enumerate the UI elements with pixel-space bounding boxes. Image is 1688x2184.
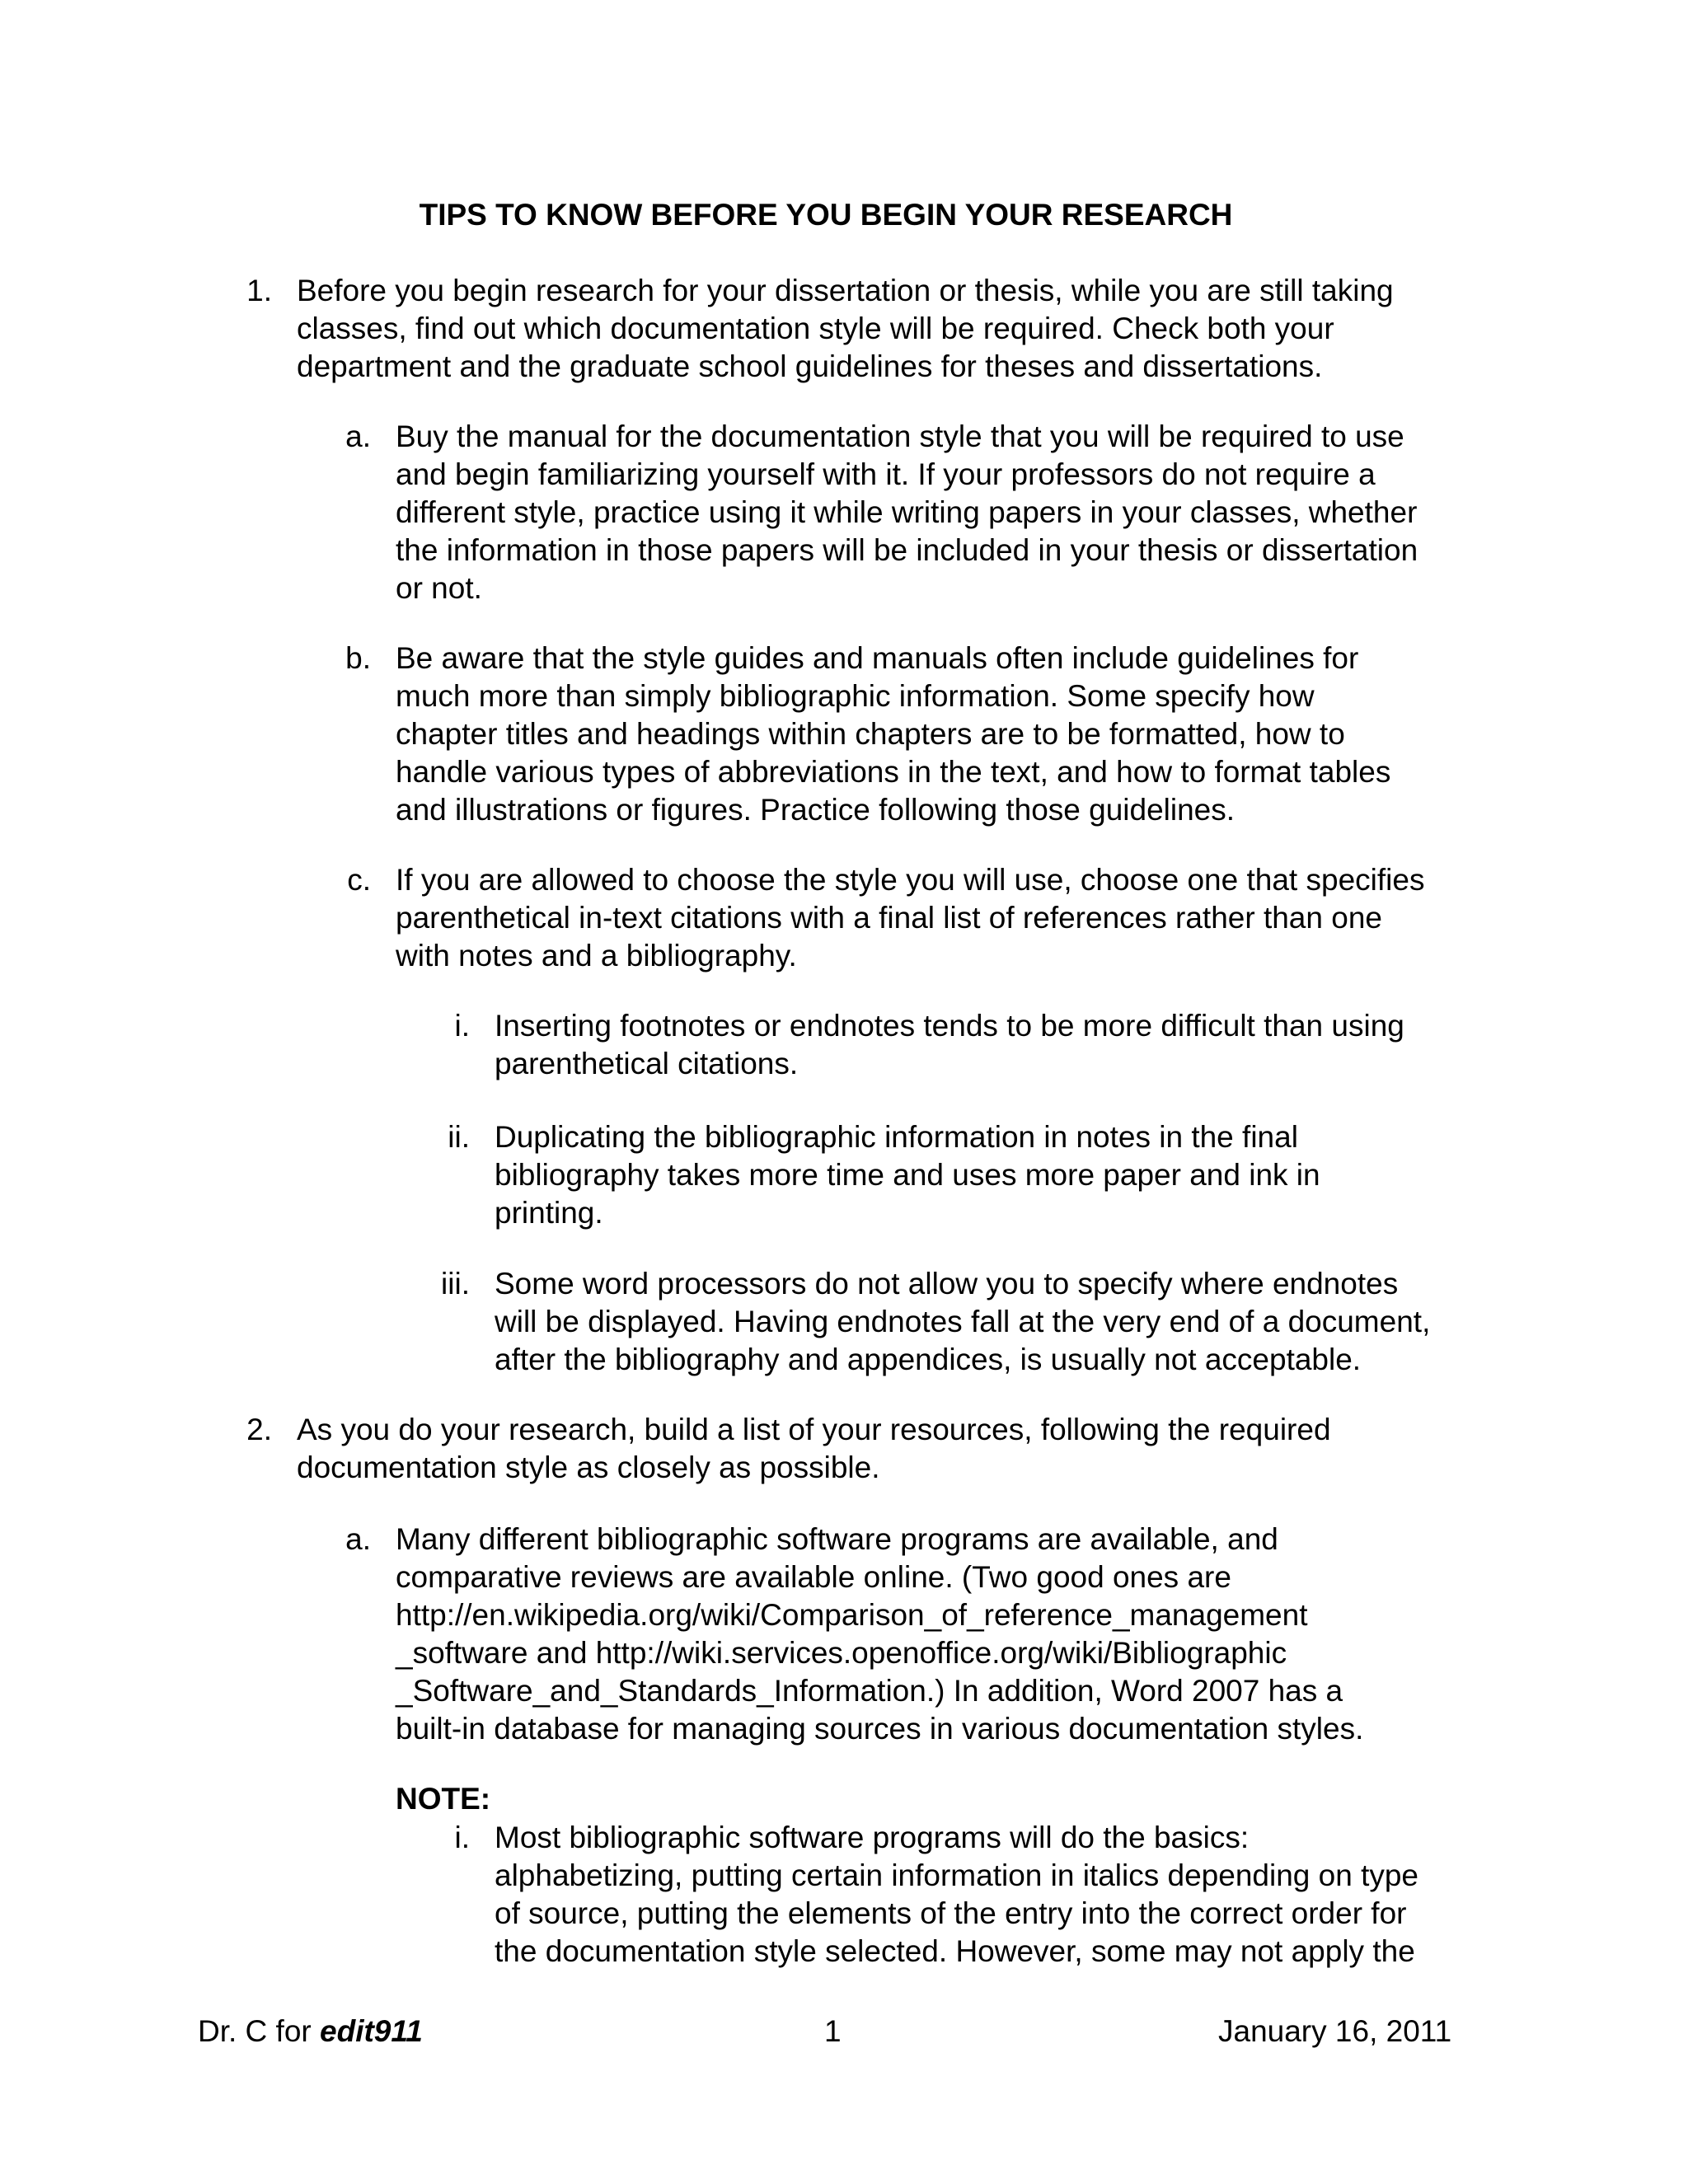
- list-marker: a.: [345, 419, 371, 453]
- text-line: chapter titles and headings within chapters are to be formatted, how to: [396, 717, 1345, 751]
- list-marker: iii.: [441, 1267, 470, 1301]
- text-line: will be displayed. Having endnotes fall at the very end of a document,: [495, 1305, 1431, 1338]
- text-line: Many different bibliographic software programs are available, and: [396, 1522, 1278, 1556]
- text-line: Most bibliographic software programs will do the basics:: [495, 1821, 1250, 1854]
- list-marker: b.: [345, 641, 371, 675]
- text-line: alphabetizing, putting certain information in italics depending on type: [495, 1858, 1419, 1892]
- text-line: Be aware that the style guides and manuals often include guidelines for: [396, 641, 1359, 675]
- text-line: much more than simply bibliographic information. Some specify how: [396, 679, 1315, 713]
- footer-author: [198, 2011, 423, 2052]
- item-text: [396, 640, 1492, 829]
- text-line: and illustrations or figures. Practice following those guidelines.: [396, 793, 1236, 827]
- page-title: TIPS TO KNOW BEFORE YOU BEGIN YOUR RESEARCH: [419, 198, 1233, 232]
- list-marker: 2.: [246, 1413, 272, 1446]
- text-line: the information in those papers will be included in your thesis or dissertation: [396, 533, 1418, 567]
- text-line: handle various types of abbreviations in the text, and how to format tables: [396, 755, 1391, 789]
- text-line: If you are allowed to choose the style you will use, choose one that specifies: [396, 863, 1425, 897]
- text-line: with notes and a bibliography.: [396, 939, 797, 972]
- item-text: [396, 861, 1492, 975]
- list-marker: ii.: [448, 1120, 470, 1154]
- text-line: printing.: [495, 1196, 603, 1230]
- text-line: bibliography takes more time and uses more paper and ink in: [495, 1158, 1320, 1192]
- text-line: http://en.wikipedia.org/wiki/Comparison_of_reference_management: [396, 1598, 1308, 1632]
- page-number: 1: [824, 2014, 842, 2048]
- text-line: after the bibliography and appendices, is usually not acceptable.: [495, 1343, 1362, 1376]
- text-line: _Software_and_Standards_Information.) In addition, Word 2007 has a: [396, 1674, 1343, 1708]
- item-text: [495, 1265, 1508, 1379]
- footer-author-site: edit911: [320, 2014, 423, 2048]
- item-text: [297, 272, 1492, 386]
- text-line: or not.: [396, 571, 482, 605]
- list-marker: c.: [347, 863, 371, 897]
- text-line: Some word processors do not allow you to specify where endnotes: [495, 1267, 1399, 1301]
- text-line: Duplicating the bibliographic information in notes in the final: [495, 1120, 1298, 1154]
- item-text: [495, 1819, 1508, 1971]
- text-line: and begin familiarizing yourself with it. If your professors do not require a: [396, 457, 1376, 491]
- text-line: different style, practice using it while writing papers in your classes, whether: [396, 495, 1418, 529]
- list-marker: a.: [345, 1522, 371, 1556]
- list-marker: i.: [454, 1821, 470, 1854]
- text-line: comparative reviews are available online. (Two good ones are: [396, 1560, 1231, 1594]
- text-line: Inserting footnotes or endnotes tends to be more difficult than using: [495, 1009, 1404, 1043]
- text-line: _software and http://wiki.services.openoffice.org/wiki/Bibliographic: [396, 1636, 1287, 1670]
- text-line: parenthetical citations.: [495, 1047, 799, 1080]
- item-text: [495, 1118, 1484, 1232]
- text-line: documentation style as closely as possible.: [297, 1451, 880, 1484]
- item-text: [396, 1521, 1492, 1748]
- text-line: department and the graduate school guidelines for theses and dissertations.: [297, 349, 1323, 383]
- item-text: [495, 1007, 1484, 1083]
- text-line: Buy the manual for the documentation style that you will be required to use: [396, 419, 1404, 453]
- list-marker: i.: [454, 1009, 470, 1043]
- footer-date: January 16, 2011: [1218, 2014, 1452, 2048]
- text-line: Before you begin research for your dissertation or thesis, while you are still taking: [297, 274, 1394, 307]
- text-line: classes, find out which documentation style will be required. Check both your: [297, 312, 1334, 345]
- item-text: [396, 418, 1492, 607]
- footer-author-prefix: Dr. C for: [198, 2014, 312, 2048]
- text-line: parenthetical in-text citations with a final list of references rather than one: [396, 901, 1382, 935]
- item-text: [297, 1411, 1492, 1487]
- text-line: the documentation style selected. However, some may not apply the: [495, 1934, 1415, 1968]
- text-line: built-in database for managing sources in various documentation styles.: [396, 1712, 1364, 1746]
- note-label: NOTE:: [396, 1782, 491, 1816]
- text-line: As you do your research, build a list of your resources, following the required: [297, 1413, 1331, 1446]
- list-marker: 1.: [246, 274, 272, 307]
- text-line: of source, putting the elements of the entry into the correct order for: [495, 1896, 1407, 1930]
